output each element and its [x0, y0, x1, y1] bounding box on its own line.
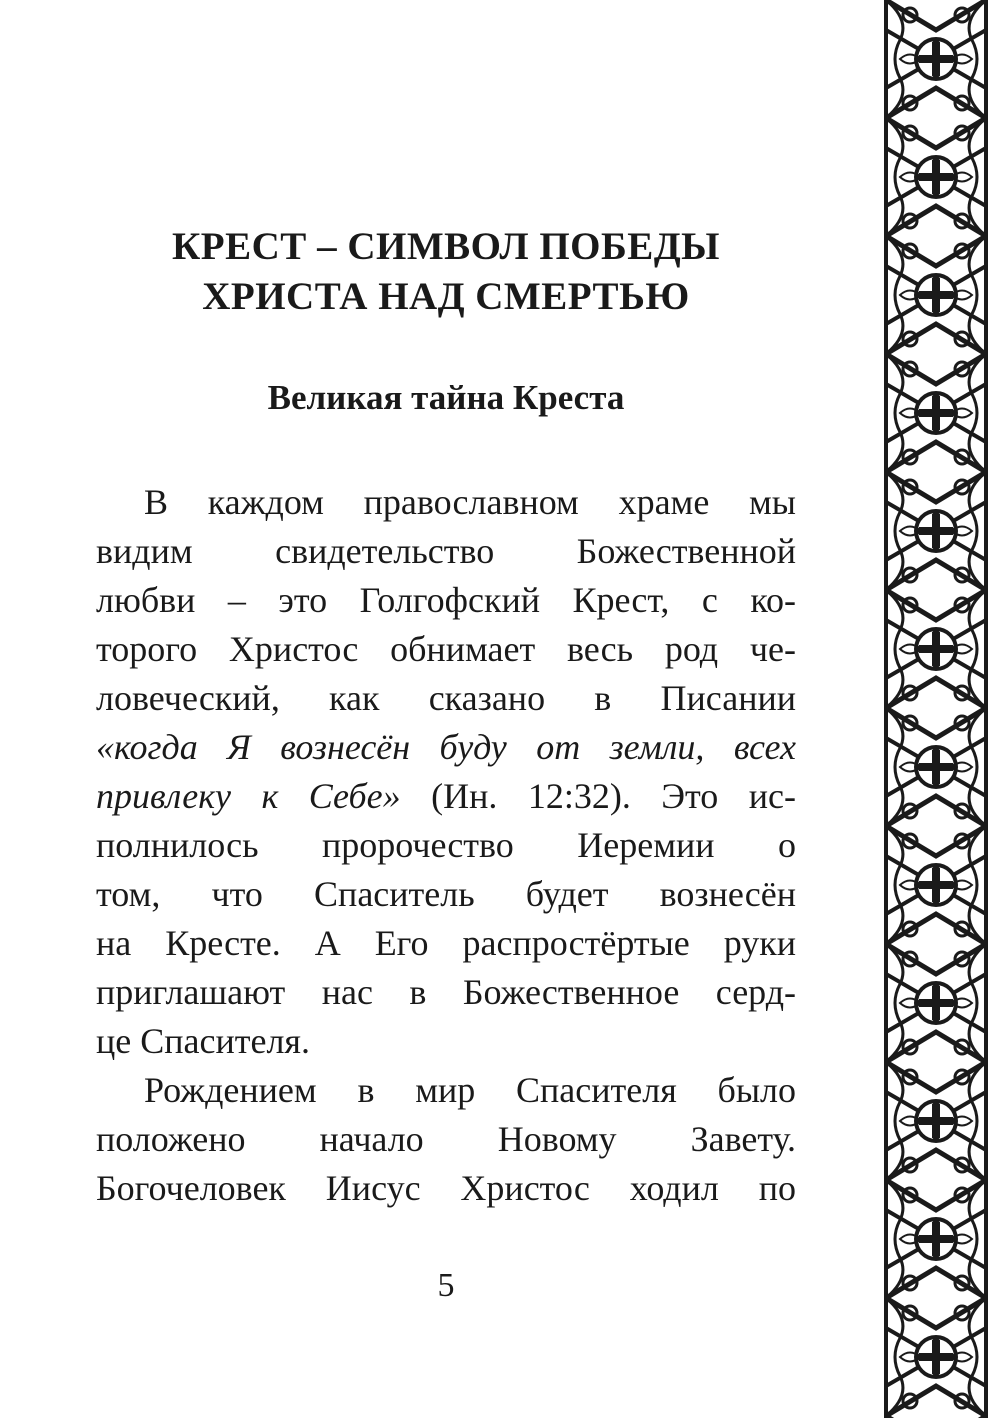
scripture-quote-line-mixed — [96, 772, 796, 821]
scripture-quote-end: привлеку к Себе» — [96, 776, 401, 816]
text-line: на Кресте. А Его распростёртые руки — [96, 923, 796, 963]
text-line: приглашают нас в Божественное серд- — [96, 972, 796, 1012]
text-line: положено начало Новому Завету. — [96, 1119, 796, 1159]
chapter-title-line-1: КРЕСТ – СИМВОЛ ПОБЕДЫ — [172, 225, 720, 268]
scripture-quote-line: «когда Я вознесён буду от земли, всех — [96, 727, 796, 767]
text-line: Рождением в мир Спасителя было — [144, 1070, 796, 1110]
text-line: це Спасителя. — [96, 1021, 310, 1061]
text-line: В каждом православном храме мы — [144, 482, 796, 522]
scripture-reference: (Ин. 12:32). Это ис- — [400, 776, 796, 816]
text-line: полнилось пророчество Иеремии о — [96, 825, 796, 865]
text-line: любви – это Голгофский Крест, с ко- — [96, 580, 796, 620]
chapter-title — [96, 222, 796, 322]
page-number: 5 — [437, 1267, 455, 1304]
text-line: торого Христос обнимает весь род че- — [96, 629, 796, 669]
text-line: видим свидетельство Божественной — [96, 531, 796, 571]
chapter-title-line-2: ХРИСТА НАД СМЕРТЬЮ — [202, 275, 690, 318]
text-line: Богочеловек Иисус Христос ходил по — [96, 1168, 796, 1208]
ornament-border-icon — [880, 0, 992, 1418]
text-line: ловеческий, как сказано в Писании — [96, 678, 796, 718]
section-subtitle: Великая тайна Креста — [267, 378, 625, 417]
body-text — [96, 478, 796, 1213]
text-line: том, что Спаситель будет вознесён — [96, 874, 796, 914]
